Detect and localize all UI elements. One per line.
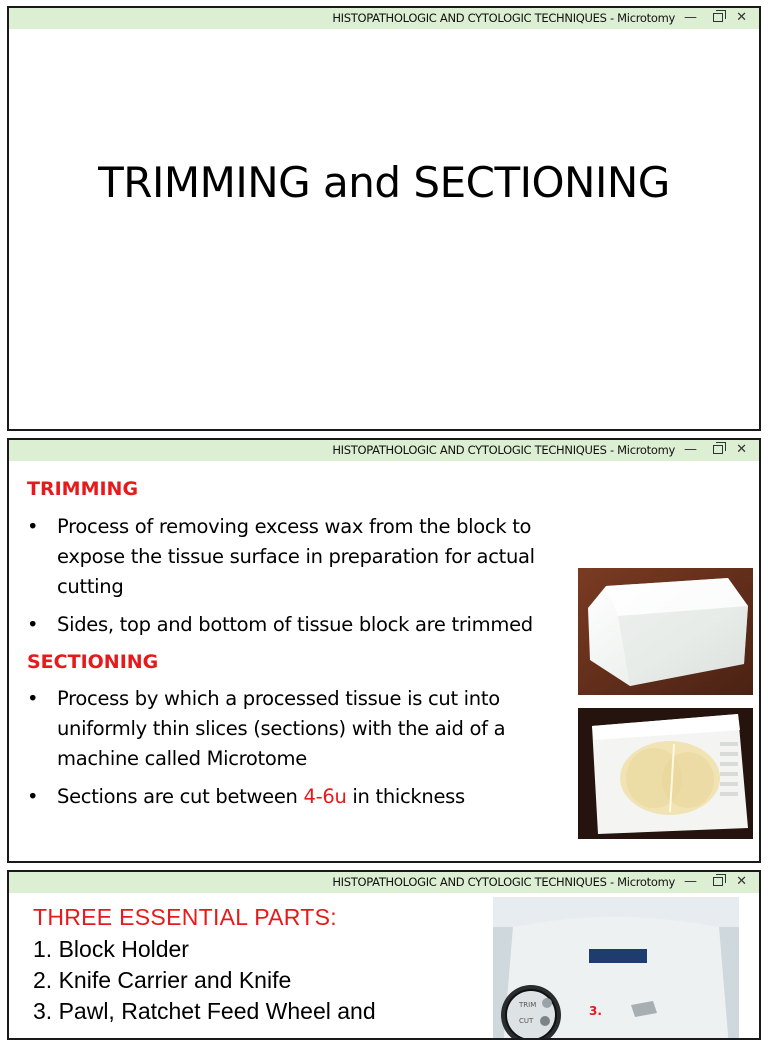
restore-icon[interactable] <box>713 877 723 886</box>
slide-titlebar <box>9 8 759 29</box>
bullet-text: in thickness <box>346 785 465 808</box>
trimming-heading: TRIMMING <box>27 478 139 500</box>
minimize-icon[interactable]: — <box>684 10 697 25</box>
sectioning-bullet <box>27 782 587 812</box>
titlebar-text: HISTOPATHOLOGIC AND CYTOLOGIC TECHNIQUES - Microtomy <box>332 443 675 457</box>
close-icon[interactable]: ✕ <box>736 874 747 889</box>
part-item: 1. Block Holder <box>33 936 189 962</box>
wax-block-photo <box>578 568 753 695</box>
part-item: 2. Knife Carrier and Knife <box>33 967 292 993</box>
trim-label: TRIM <box>519 1001 537 1009</box>
sectioning-bullet: • Process by which a processed tissue is cut into uniformly thin slices (sections) with the aid of a machine called Microtome <box>27 684 587 774</box>
essential-parts-heading: THREE ESSENTIAL PARTS: <box>33 904 337 930</box>
minimize-icon[interactable]: — <box>684 442 697 457</box>
close-icon[interactable]: ✕ <box>736 442 747 457</box>
sectioning-heading: SECTIONING <box>27 651 159 673</box>
bullet-text: Sections are cut between <box>57 785 304 808</box>
part-item: 3. Pawl, Ratchet Feed Wheel and <box>33 998 376 1024</box>
cut-label: CUT <box>519 1017 534 1025</box>
trimming-bullets <box>27 512 587 648</box>
restore-icon[interactable] <box>713 445 723 454</box>
restore-icon[interactable] <box>713 13 723 22</box>
slide-main-title: TRIMMING and SECTIONING <box>98 158 670 207</box>
trimming-bullet: • Sides, top and bottom of tissue block are trimmed <box>27 610 587 640</box>
slide-titlebar <box>9 872 759 893</box>
essential-parts-list <box>33 934 376 1027</box>
titlebar-text: HISTOPATHOLOGIC AND CYTOLOGIC TECHNIQUES - Microtomy <box>332 11 675 25</box>
trimming-bullet: • Process of removing excess wax from the block to expose the tissue surface in preparation for actual cutting <box>27 512 587 602</box>
tissue-cassette-photo <box>578 708 753 839</box>
slide-title <box>7 6 761 431</box>
minimize-icon[interactable]: — <box>684 874 697 889</box>
thickness-highlight: 4-6u <box>303 785 347 808</box>
sectioning-bullets <box>27 684 587 820</box>
microtome-photo <box>493 897 739 1040</box>
slide-essential-parts <box>7 870 761 1040</box>
titlebar-text: HISTOPATHOLOGIC AND CYTOLOGIC TECHNIQUES - Microtomy <box>332 875 675 889</box>
slide-trimming-sectioning <box>7 438 761 863</box>
part-marker-label: 3. <box>589 1004 602 1018</box>
slide-titlebar <box>9 440 759 461</box>
close-icon[interactable]: ✕ <box>736 10 747 25</box>
